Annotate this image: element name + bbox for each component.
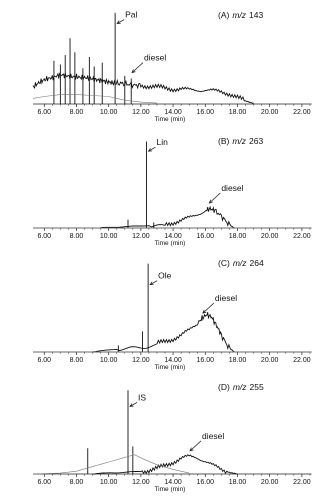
chart-panel-d [33,382,312,493]
x-tick-label: 16.00 [196,357,215,364]
annotation-label: Ole [158,270,172,281]
x-tick-label: 10.00 [99,109,118,116]
x-tick-label: 6.00 [37,233,52,240]
x-tick-label: 6.00 [37,479,52,486]
panel-title [218,258,264,268]
panel-mz-value: 264 [249,258,264,268]
chart-panel-a [33,10,312,123]
x-tick-label: 22.00 [293,479,311,486]
x-tick-label: 16.00 [196,233,215,240]
x-tick-label: 12.00 [132,479,150,486]
x-tick-label: 8.00 [69,479,84,486]
panel-letter: (A) [218,10,230,20]
x-tick-label: 22.00 [293,233,311,240]
x-tick-label: 8.00 [69,109,84,116]
annotation-arrow [203,303,214,313]
x-tick-label: 22.00 [293,109,311,116]
x-tick-label: 18.00 [228,479,247,486]
x-tick-label: 10.00 [99,479,118,486]
x-tick-label: 14.00 [164,233,182,240]
x-tick-label: 12.00 [132,233,150,240]
panel-title [218,382,264,392]
chart-panel-c [33,258,312,371]
x-tick-label: 20.00 [260,233,279,240]
panel-letter: (B) [218,136,230,146]
panel-mz-value: 255 [249,382,264,392]
annotation-label: diesel [214,293,238,304]
x-tick-label: 10.00 [99,357,118,364]
x-tick-label: 22.00 [293,357,311,364]
series-dark-trace [101,207,235,228]
annotation-label: Pal [125,9,138,20]
x-tick-label: 14.00 [164,357,182,364]
series-dark-trace [93,455,238,474]
panel-mz-label: m/z [232,136,247,146]
panel-mz-label: m/z [232,382,247,392]
x-axis-title: Time (min) [154,240,186,247]
panel-mz-label: m/z [232,10,247,20]
annotation-label: Lin [156,137,168,148]
annotation-label: diesel [144,52,167,63]
x-tick-label: 6.00 [37,357,52,364]
panel-mz-value: 263 [249,136,264,146]
panel-mz-label: m/z [232,258,247,268]
x-tick-label: 10.00 [99,233,118,240]
annotation-arrow [132,63,143,73]
x-axis-title: Time (min) [154,486,186,493]
panel-title [218,10,264,20]
x-tick-label: 18.00 [228,233,247,240]
x-tick-label: 14.00 [164,479,182,486]
annotation-arrow [190,441,201,451]
series-dark-trace [33,73,254,103]
x-tick-label: 14.00 [164,109,182,116]
x-tick-label: 20.00 [260,109,279,116]
x-tick-label: 18.00 [228,109,247,116]
annotation-label: diesel [202,430,225,441]
panel-letter: (D) [218,382,230,392]
x-tick-label: 18.00 [228,357,247,364]
x-tick-label: 20.00 [260,479,279,486]
annotation-arrow [209,193,220,203]
x-tick-label: 12.00 [132,357,150,364]
chart-panel-b [33,136,312,247]
annotation-label: IS [138,392,147,403]
x-axis-title: Time (min) [154,116,186,123]
panel-letter: (C) [218,258,230,268]
panel-mz-value: 143 [249,10,264,20]
annotation-label: diesel [221,183,244,194]
x-tick-label: 16.00 [196,109,215,116]
x-tick-label: 6.00 [37,109,52,116]
series-light-trace [33,95,157,104]
x-tick-label: 8.00 [69,233,84,240]
x-axis-title: Time (min) [154,364,186,371]
x-tick-label: 12.00 [132,109,150,116]
x-tick-label: 16.00 [196,479,215,486]
series-dark-trace [93,312,235,352]
panel-title [218,136,264,146]
x-tick-label: 20.00 [260,357,279,364]
x-tick-label: 8.00 [69,357,84,364]
